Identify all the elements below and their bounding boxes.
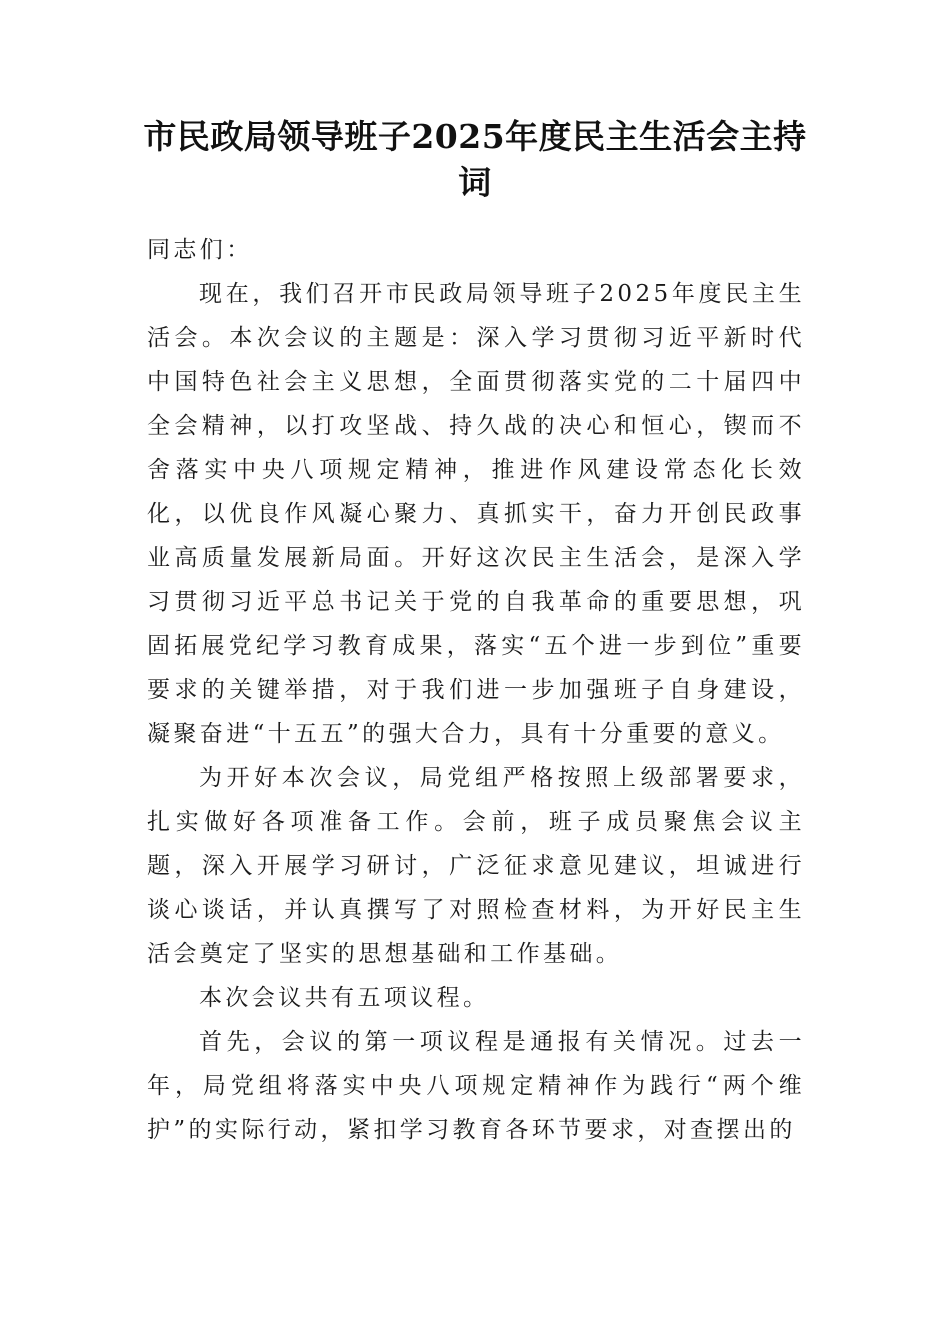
paragraph-opening: 现在，我们召开市民政局领导班子2025年度民主生活会。本次会议的主题是：深入学习贯彻习近平新时代中国特色社会主义思想，全面贯彻落实党的二十届四中全会精神，以打攻坚战、持久战的决心和恒心，锲而不舍落实中央八项规定精神，推进作风建设常态化长效化，以优良作风凝心聚力、真抓实干，奋力开创民政事业高质量发展新局面。开好这次民主生活会，是深入学习贯彻习近平总书记关于党的自我革命的重要思想，巩固拓展党纪学习教育成果，落实“五个进一步到位”重要要求的关键举措，对于我们进一步加强班子自身建设，凝聚奋进“十五五”的强大合力，具有十分重要的意义。 <box>147 281 805 747</box>
document-title: 市民政局领导班子2025年度民主生活会主持词 <box>143 117 807 202</box>
paragraph-first-agenda: 首先，会议的第一项议程是通报有关情况。过去一年，局党组将落实中央八项规定精神作为践行“两个维护”的实际行动，紧扣学习教育各环节要求，对查摆出的 <box>147 1029 805 1143</box>
paragraph-agenda-count: 本次会议共有五项议程。 <box>199 985 490 1011</box>
document-body <box>147 228 805 1152</box>
salutation: 同志们： <box>147 237 253 263</box>
paragraph-preparation: 为开好本次会议，局党组严格按照上级部署要求，扎实做好各项准备工作。会前，班子成员聚焦会议主题，深入开展学习研讨，广泛征求意见建议，坦诚进行谈心谈话，并认真撰写了对照检查材料，为开好民主生活会奠定了坚实的思想基础和工作基础。 <box>147 765 805 967</box>
